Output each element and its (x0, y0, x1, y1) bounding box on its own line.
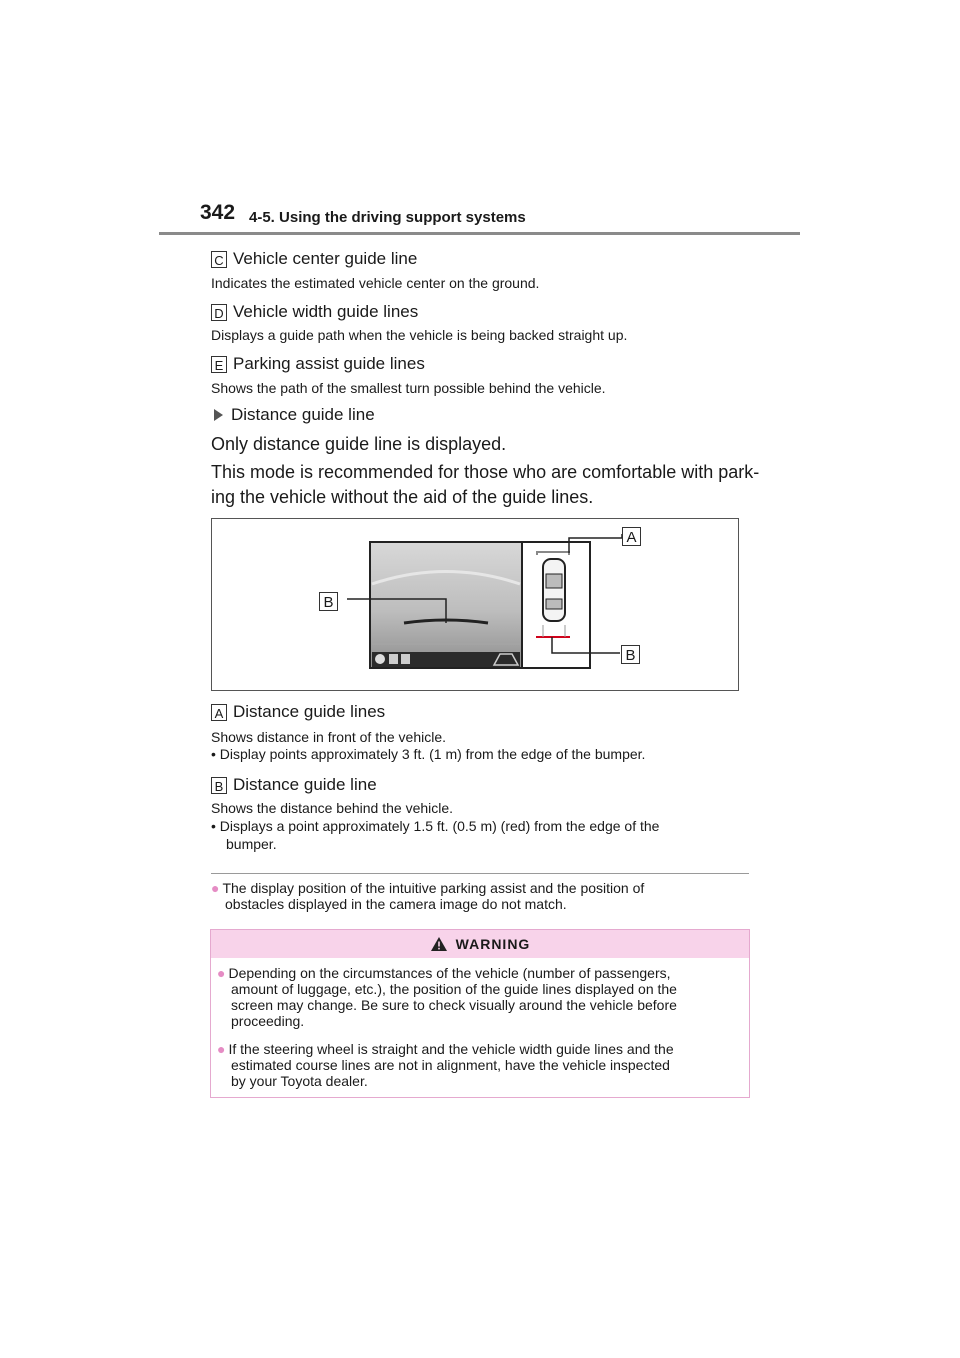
warning-triangle-icon (430, 936, 448, 952)
note-line2: obstacles displayed in the camera image do not match. (225, 896, 567, 912)
item-c-heading (211, 248, 417, 270)
warning-1-line3: screen may change. Be sure to check visually around the vehicle before (231, 997, 677, 1013)
item-e-title: Parking assist guide lines (233, 354, 425, 373)
warning-item-1 (217, 965, 741, 1029)
bullet-dot-icon: ● (217, 1041, 226, 1057)
label-b: B (211, 777, 227, 794)
item-e-heading (211, 353, 425, 375)
warning-1-line2: amount of luggage, etc.), the position of the guide lines displayed on the (231, 981, 677, 997)
warning-1-line1: Depending on the circumstances of the vehicle (number of passengers, (228, 965, 671, 981)
label-a: A (211, 704, 227, 721)
label-c: C (211, 251, 227, 268)
header-rule (159, 232, 800, 235)
callout-b-camera: B (319, 592, 338, 611)
item-d-heading (211, 301, 418, 323)
item-e-desc: Shows the path of the smallest turn possible behind the vehicle. (211, 380, 606, 396)
bullet-dot-icon: ● (217, 965, 226, 981)
item-a-desc: Shows distance in front of the vehicle. (211, 729, 447, 745)
info-icon (375, 654, 385, 664)
sensor-icon-1 (389, 654, 398, 664)
item-a-heading (211, 701, 385, 723)
item-d-title: Vehicle width guide lines (233, 302, 419, 321)
item-c-desc: Indicates the estimated vehicle center on the ground. (211, 275, 540, 291)
triangle-bullet-icon (214, 409, 223, 421)
mode-line2b: ing the vehicle without the aid of the guide lines. (211, 487, 594, 507)
mode-heading-text: Distance guide line (231, 405, 375, 424)
mode-line2a: This mode is recommended for those who are comfortable with park- (211, 462, 760, 482)
item-b-heading (211, 774, 377, 796)
warning-title: WARNING (455, 936, 531, 952)
page-number: 342 (200, 201, 236, 224)
warning-2-line3: by your Toyota dealer. (231, 1073, 368, 1089)
warning-header (211, 930, 749, 958)
item-b-desc: Shows the distance behind the vehicle. (211, 800, 454, 816)
callout-a: A (622, 527, 641, 546)
warning-1-line4: proceeding. (231, 1013, 305, 1029)
note-rule (211, 873, 749, 874)
item-a-bullet: • Display points approximately 3 ft. (1 m) from the edge of the bumper. (211, 746, 646, 762)
mode-heading (214, 404, 375, 426)
warning-item-2 (217, 1041, 741, 1089)
figure-illustration (212, 519, 740, 692)
note (211, 880, 751, 912)
item-b-bullet-line1: • Displays a point approximately 1.5 ft. (0.5 m) (red) from the edge of the (211, 818, 660, 834)
note-line1: The display position of the intuitive parking assist and the position of (222, 880, 645, 896)
label-e: E (211, 356, 227, 373)
item-b-title: Distance guide line (233, 775, 377, 794)
camera-display-figure (211, 518, 739, 691)
warning-2-line2: estimated course lines are not in alignment, have the vehicle inspected (231, 1057, 670, 1073)
section-title: 4-5. Using the driving support systems (249, 209, 526, 226)
vehicle-icon (543, 559, 565, 621)
callout-b-topview: B (621, 645, 640, 664)
item-b-bullet-line2: bumper. (226, 836, 277, 852)
sensor-icon-2 (401, 654, 410, 664)
warning-2-line1: If the steering wheel is straight and the vehicle width guide lines and the (228, 1041, 674, 1057)
item-d-desc: Displays a guide path when the vehicle is being backed straight up. (211, 327, 628, 343)
bullet-dot-icon: ● (211, 880, 220, 896)
item-c-title: Vehicle center guide line (233, 249, 418, 268)
warning-box (210, 929, 750, 1098)
item-a-title: Distance guide lines (233, 702, 386, 721)
mode-line1: Only distance guide line is displayed. (211, 434, 507, 454)
label-d: D (211, 304, 227, 321)
